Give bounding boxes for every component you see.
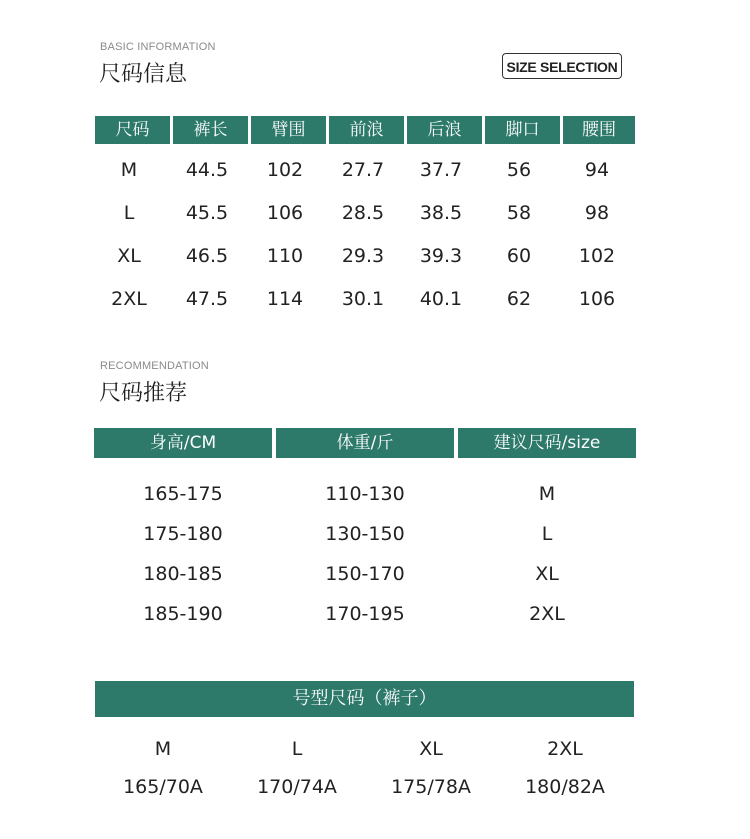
table-cell: 106 <box>578 288 616 310</box>
size-code: 180/82A <box>525 776 605 798</box>
table-cell: 2XL <box>529 603 565 625</box>
basic-table-header <box>95 116 635 144</box>
table-cell: 2XL <box>111 288 147 310</box>
table-cell: 114 <box>266 288 304 310</box>
table-row <box>94 522 636 562</box>
table-cell: 47.5 <box>185 288 229 310</box>
model-code-row <box>96 774 632 800</box>
table-cell: 30.1 <box>341 288 385 310</box>
table-row <box>94 562 636 602</box>
table-cell: 98 <box>584 202 610 224</box>
table-cell: 29.3 <box>341 245 385 267</box>
size-label: L <box>291 738 303 760</box>
size-code: 170/74A <box>257 776 337 798</box>
table-row <box>90 200 636 243</box>
header-cell: 体重/斤 <box>276 428 454 458</box>
header-cell: 臂围 <box>251 116 326 144</box>
table-cell: 165-175 <box>143 483 223 505</box>
size-code: 165/70A <box>123 776 203 798</box>
header-cell: 后浪 <box>407 116 482 144</box>
header-cell: 腰围 <box>563 116 635 144</box>
table-row <box>94 482 636 522</box>
size-label: XL <box>419 738 443 760</box>
table-cell: M <box>538 483 556 505</box>
table-cell: 180-185 <box>143 563 223 585</box>
table-cell: 110 <box>266 245 304 267</box>
table-cell: 45.5 <box>185 202 229 224</box>
basic-subtitle: BASIC INFORMATION <box>100 41 216 53</box>
header-cell: 裤长 <box>173 116 248 144</box>
table-cell: 130-150 <box>325 523 405 545</box>
size-code: 175/78A <box>391 776 471 798</box>
table-cell: 37.7 <box>419 159 463 181</box>
recommend-title: 尺码推荐 <box>99 381 188 406</box>
recommend-subtitle: RECOMMENDATION <box>100 360 209 372</box>
table-cell: 110-130 <box>325 483 405 505</box>
basic-table-body <box>90 157 636 329</box>
table-cell: 150-170 <box>325 563 405 585</box>
table-row <box>94 602 636 642</box>
table-cell: 175-180 <box>143 523 223 545</box>
table-cell: 62 <box>506 288 532 310</box>
table-cell: 185-190 <box>143 603 223 625</box>
header-cell: 身高/CM <box>94 428 272 458</box>
table-cell: 106 <box>266 202 304 224</box>
header-cell: 脚口 <box>485 116 560 144</box>
table-cell: 60 <box>506 245 532 267</box>
table-cell: 102 <box>266 159 304 181</box>
table-cell: 27.7 <box>341 159 385 181</box>
table-cell: 102 <box>578 245 616 267</box>
table-cell: 56 <box>506 159 532 181</box>
basic-title: 尺码信息 <box>99 62 188 87</box>
header-cell: 前浪 <box>329 116 404 144</box>
table-row <box>90 243 636 286</box>
table-row <box>90 157 636 200</box>
table-cell: 40.1 <box>419 288 463 310</box>
table-cell: 28.5 <box>341 202 385 224</box>
size-label: 2XL <box>547 738 583 760</box>
header-cell: 尺码 <box>95 116 170 144</box>
model-size-banner: 号型尺码（裤子） <box>95 681 634 717</box>
recommend-table-header <box>94 428 636 458</box>
table-cell: 38.5 <box>419 202 463 224</box>
header-cell: 建议尺码/size <box>458 428 636 458</box>
table-cell: 39.3 <box>419 245 463 267</box>
table-cell: M <box>120 159 138 181</box>
table-cell: L <box>123 202 135 224</box>
table-cell: L <box>541 523 553 545</box>
table-cell: XL <box>117 245 141 267</box>
recommend-table-body <box>94 482 636 642</box>
size-label: M <box>154 738 172 760</box>
table-cell: 58 <box>506 202 532 224</box>
table-cell: 170-195 <box>325 603 405 625</box>
table-row <box>90 286 636 329</box>
size-selection-badge: SIZE SELECTION <box>502 53 622 79</box>
model-size-row <box>96 736 632 762</box>
table-cell: 44.5 <box>185 159 229 181</box>
table-cell: 94 <box>584 159 610 181</box>
table-cell: 46.5 <box>185 245 229 267</box>
table-cell: XL <box>535 563 559 585</box>
